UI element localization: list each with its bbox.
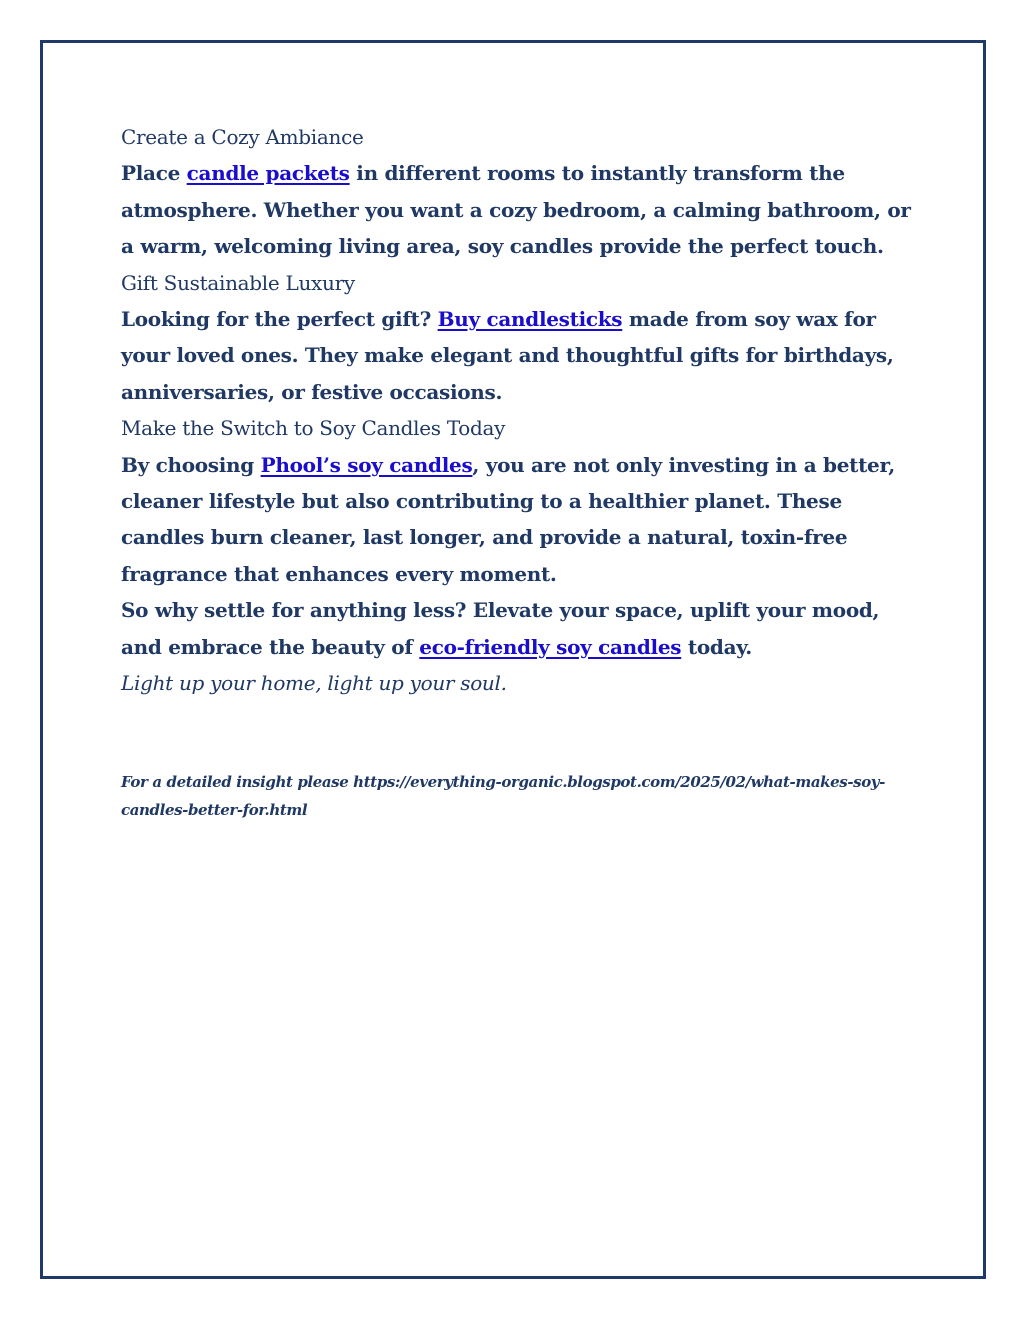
footer-source-note: For a detailed insight please https://everything-organic.blogspot.com/2025/02/what-makes-soy-candles-better-for.html (121, 773, 885, 819)
paragraph-text: So why settle for anything less? Elevate your space, uplift your mood, and embrace the beauty of (121, 598, 880, 659)
paragraph-text: in different rooms to instantly transform the atmosphere. Whether you want a cozy bedroom, a calming bathroom, or a warm, welcoming living area, soy candles provide the perfect touch. (121, 161, 911, 259)
candle-packets-link[interactable]: candle packets (186, 161, 350, 186)
document-body (121, 119, 921, 702)
tagline: Light up your home, light up your soul. (121, 671, 507, 696)
paragraph-text: Place (121, 161, 187, 186)
section-paragraph-switch-soy (121, 447, 921, 593)
section-paragraph-cozy-ambiance (121, 155, 921, 264)
section-heading-cozy-ambiance: Create a Cozy Ambiance (121, 125, 364, 149)
section-heading-gift-luxury: Gift Sustainable Luxury (121, 270, 355, 295)
paragraph-text: , you are not only investing in a better, cleaner lifestyle but also contributing to a healthier planet. These candles burn cleaner, last longer, and provide a natural, toxin-free fragrance that enhances every moment. (121, 452, 895, 586)
paragraph-text: Looking for the perfect gift? (121, 307, 438, 332)
section-heading-switch-soy: Make the Switch to Soy Candles Today (121, 416, 506, 441)
section-paragraph-gift-luxury (121, 301, 921, 410)
paragraph-text: made from soy wax for your loved ones. They make elegant and thoughtful gifts for birthdays, anniversaries, or festive occasions. (121, 307, 894, 404)
paragraph-text: today. (681, 634, 752, 659)
paragraph-text: By choosing (121, 452, 261, 477)
closing-paragraph (121, 592, 921, 665)
buy-candlesticks-link[interactable]: Buy candlesticks (437, 307, 623, 332)
phools-soy-candles-link[interactable]: Phool’s soy candles (260, 452, 473, 477)
eco-friendly-soy-candles-link[interactable]: eco-friendly soy candles (419, 634, 682, 659)
